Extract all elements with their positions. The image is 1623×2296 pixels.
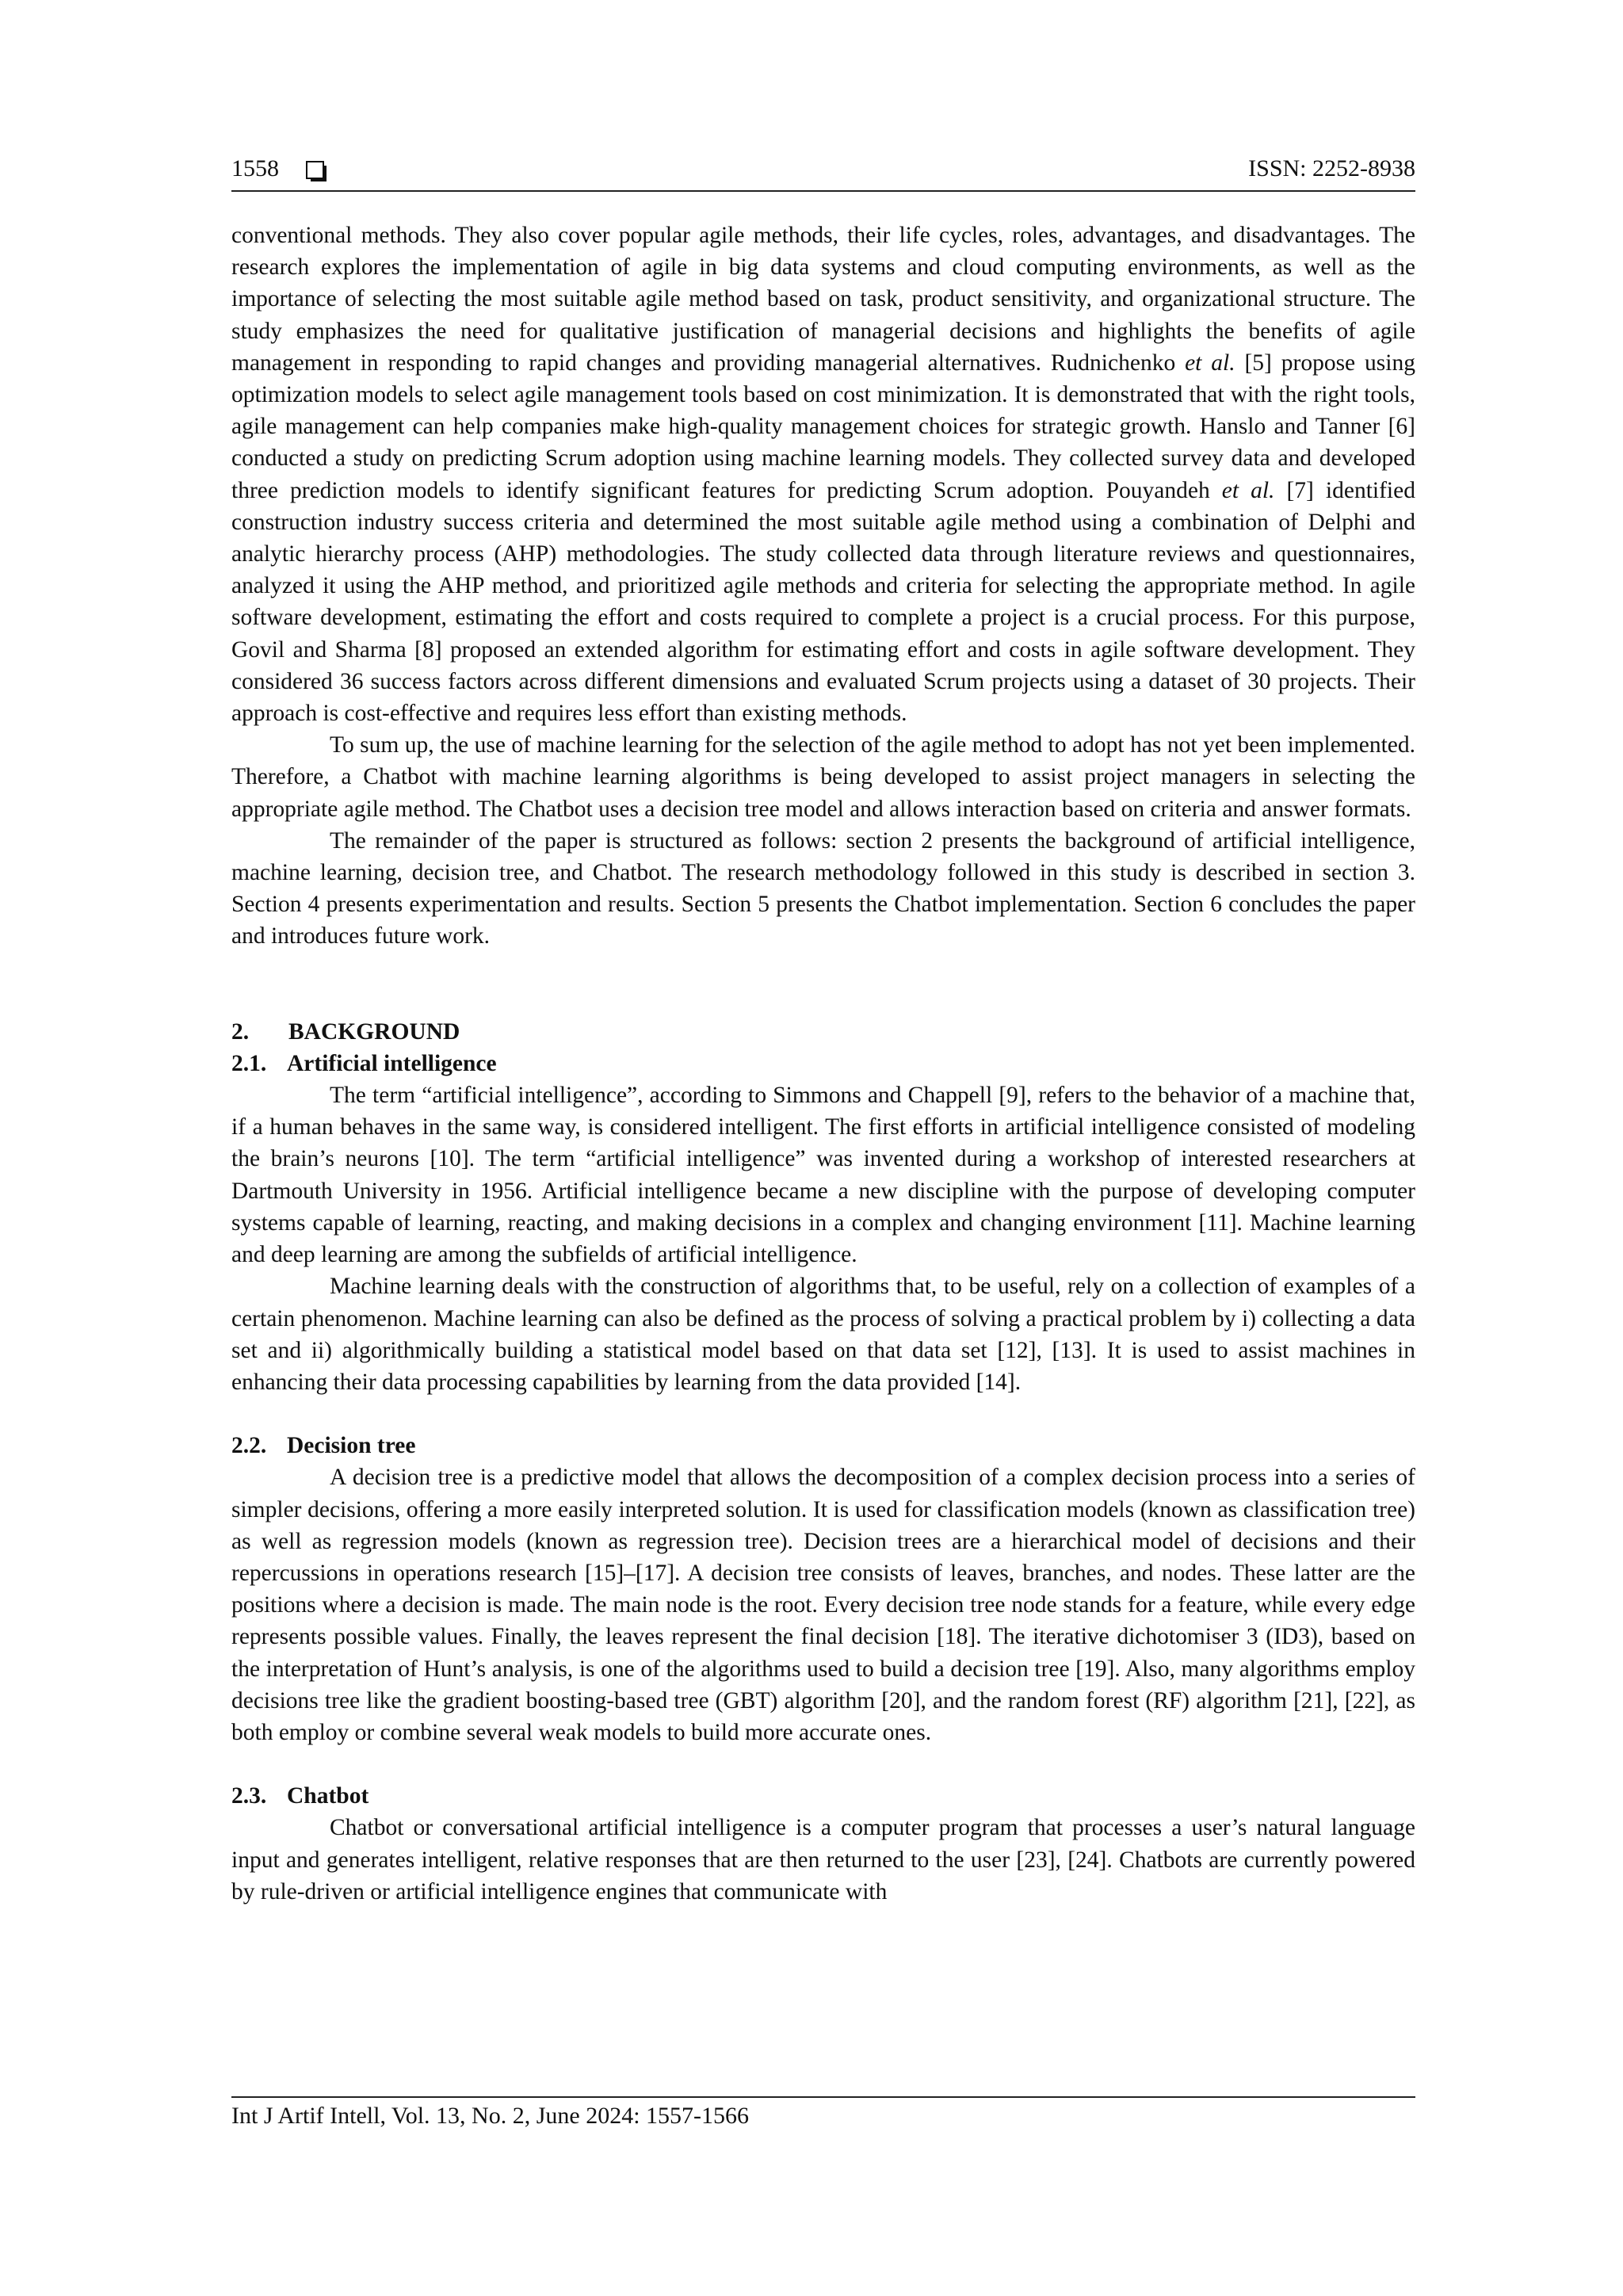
intro-paragraph-2: To sum up, the use of machine learning for the selection of the agile method to adopt has not yet been implemented. Therefore, a Chatbot with machine learning algorithms is being developed to assist project managers in selecting the appropriate agile method. The Chatbot uses a decision tree model and allows interaction based on criteria and answer formats. (231, 732, 1415, 822)
section-number: 2. (231, 1018, 250, 1045)
journal-citation: Int J Artif Intell, Vol. 13, No. 2, June 2024: 1557-1566 (231, 2103, 750, 2129)
page-number: 1558 (231, 155, 279, 181)
et-al: et al. (1185, 350, 1235, 376)
subsection-heading-2-3 (231, 1780, 1415, 1812)
decision-tree-paragraph: A decision tree is a predictive model that allows the decomposition of a complex decision process into a series of simpler decisions, offering a more easily interpreted solution. It is used for classification models (known as classification tree) as well as regression models (known as regression tree). Decision trees are a hierarchical model of decisions and their repercussions in operations research [15]–[17]. A decision tree consists of leaves, branches, and nodes. These latter are the positions where a decision is made. The main node is the root. Every decision tree node stands for a feature, while every edge represents possible values. Finally, the leaves represent the final decision [18]. The iterative dichotomiser 3 (ID3), based on the interpretation of Hunt’s analysis, is one of the algorithms used to build a decision tree [19]. Also, many algorithms employ decisions tree like the gradient boosting-based tree (GBT) algorithm [20], and the random forest (RF) algorithm [21], [22], as both employ or combine several weak models to build more accurate ones. (231, 1465, 1415, 1745)
page-footer (231, 2096, 1415, 2130)
spacer (231, 1398, 1415, 1430)
header-left (231, 155, 324, 182)
chatbot-paragraph: Chatbot or conversational artificial intelligence is a computer program that processes a user’s natural language input and generates intelligent, relative responses that are then returned to the user [23], [24]. Chatbots are currently powered by rule-driven or artificial intelligence engines that communicate with (231, 1815, 1415, 1904)
subsection-number: 2.1. (231, 1050, 267, 1076)
ai-paragraph-2: Machine learning deals with the construction of algorithms that, to be useful, rely on a collection of examples of a certain phenomenon. Machine learning can also be defined as the process of solving a practical problem by i) collecting a data set and ii) algorithmically building a statistical model based on that data set [12], [13]. It is used to assist machines in enhancing their data processing capabilities by learning from the data provided [14]. (231, 1274, 1415, 1395)
intro-paragraph-1 (231, 220, 1415, 729)
text-run: conventional methods. They also cover popular agile methods, their life cycles, roles, advantages, and disadvantages. The research explores the implementation of agile in big data systems and cloud computing environments, as well as the importance of selecting the most suitable agile method based on task, product sensitivity, and organizational structure. The study emphasizes the need for qualitative justification of managerial decisions and highlights the benefits of agile management in responding to rapid changes and providing managerial alternatives. Rudnichenko (231, 223, 1415, 376)
section-title: BACKGROUND (288, 1018, 460, 1045)
subsection-number: 2.2. (231, 1433, 267, 1459)
ai-paragraph-1: The term “artificial intelligence”, according to Simmons and Chappell [9], refers to the behavior of a machine that, if a human behaves in the same way, is considered intelligent. The first efforts in artificial intelligence consisted of modeling the brain’s neurons [10]. The term “artificial intelligence” was invented during a workshop of interested researchers at Dartmouth University in 1956. Artificial intelligence became a new discipline with the purpose of developing computer systems capable of learning, reacting, and making decisions in a complex and changing environment [11]. Machine learning and deep learning are among the subfields of artificial intelligence. (231, 1083, 1415, 1268)
subsection-title: Decision tree (287, 1433, 416, 1459)
subsection-heading-2-2 (231, 1430, 1415, 1461)
spacer (231, 1748, 1415, 1780)
subsection-number: 2.3. (231, 1783, 267, 1809)
intro-paragraph-3: The remainder of the paper is structured as follows: section 2 presents the background of artificial intelligence, machine learning, decision tree, and Chatbot. The research methodology followed in this study is described in section 3. Section 4 presents experimentation and results. Section 5 presents the Chatbot implementation. Section 6 concludes the paper and introduces future work. (231, 827, 1415, 949)
et-al: et al. (1221, 477, 1275, 503)
square-bullet-icon (306, 161, 324, 179)
text-run: [7] identified construction industry success criteria and determined the most suitable agile method using a combination of Delphi and analytic hierarchy process (AHP) methodologies. The study collected data through literature reviews and questionnaires, analyzed it using the AHP method, and prioritized agile methods and criteria for selecting the appropriate method. In agile software development, estimating the effort and costs required to complete a project is a crucial process. For this purpose, Govil and Sharma [8] proposed an extended algorithm for estimating effort and costs in agile software development. They considered 36 success factors across different dimensions and evaluated Scrum projects using a dataset of 30 projects. Their approach is cost-effective and requires less effort than existing methods. (231, 477, 1415, 727)
section-heading-2 (231, 1016, 1415, 1048)
subsection-heading-2-1 (231, 1048, 1415, 1079)
issn: ISSN: 2252-8938 (1248, 155, 1415, 181)
page-header (231, 151, 1415, 192)
text-run: [5] propose using optimization models to select agile management tools based on cost minimization. It is demonstrated that with the right tools, agile management can help companies make high-quality management choices for strategic growth. Hanslo and Tanner [6] conducted a study on predicting Scrum adoption using machine learning models. They collected survey data and developed three prediction models to identify significant features for predicting Scrum adoption. Pouyandeh (231, 350, 1415, 503)
subsection-title: Artificial intelligence (287, 1050, 497, 1076)
subsection-title: Chatbot (287, 1783, 369, 1809)
page-body (231, 220, 1415, 1908)
spacer (231, 953, 1415, 1016)
